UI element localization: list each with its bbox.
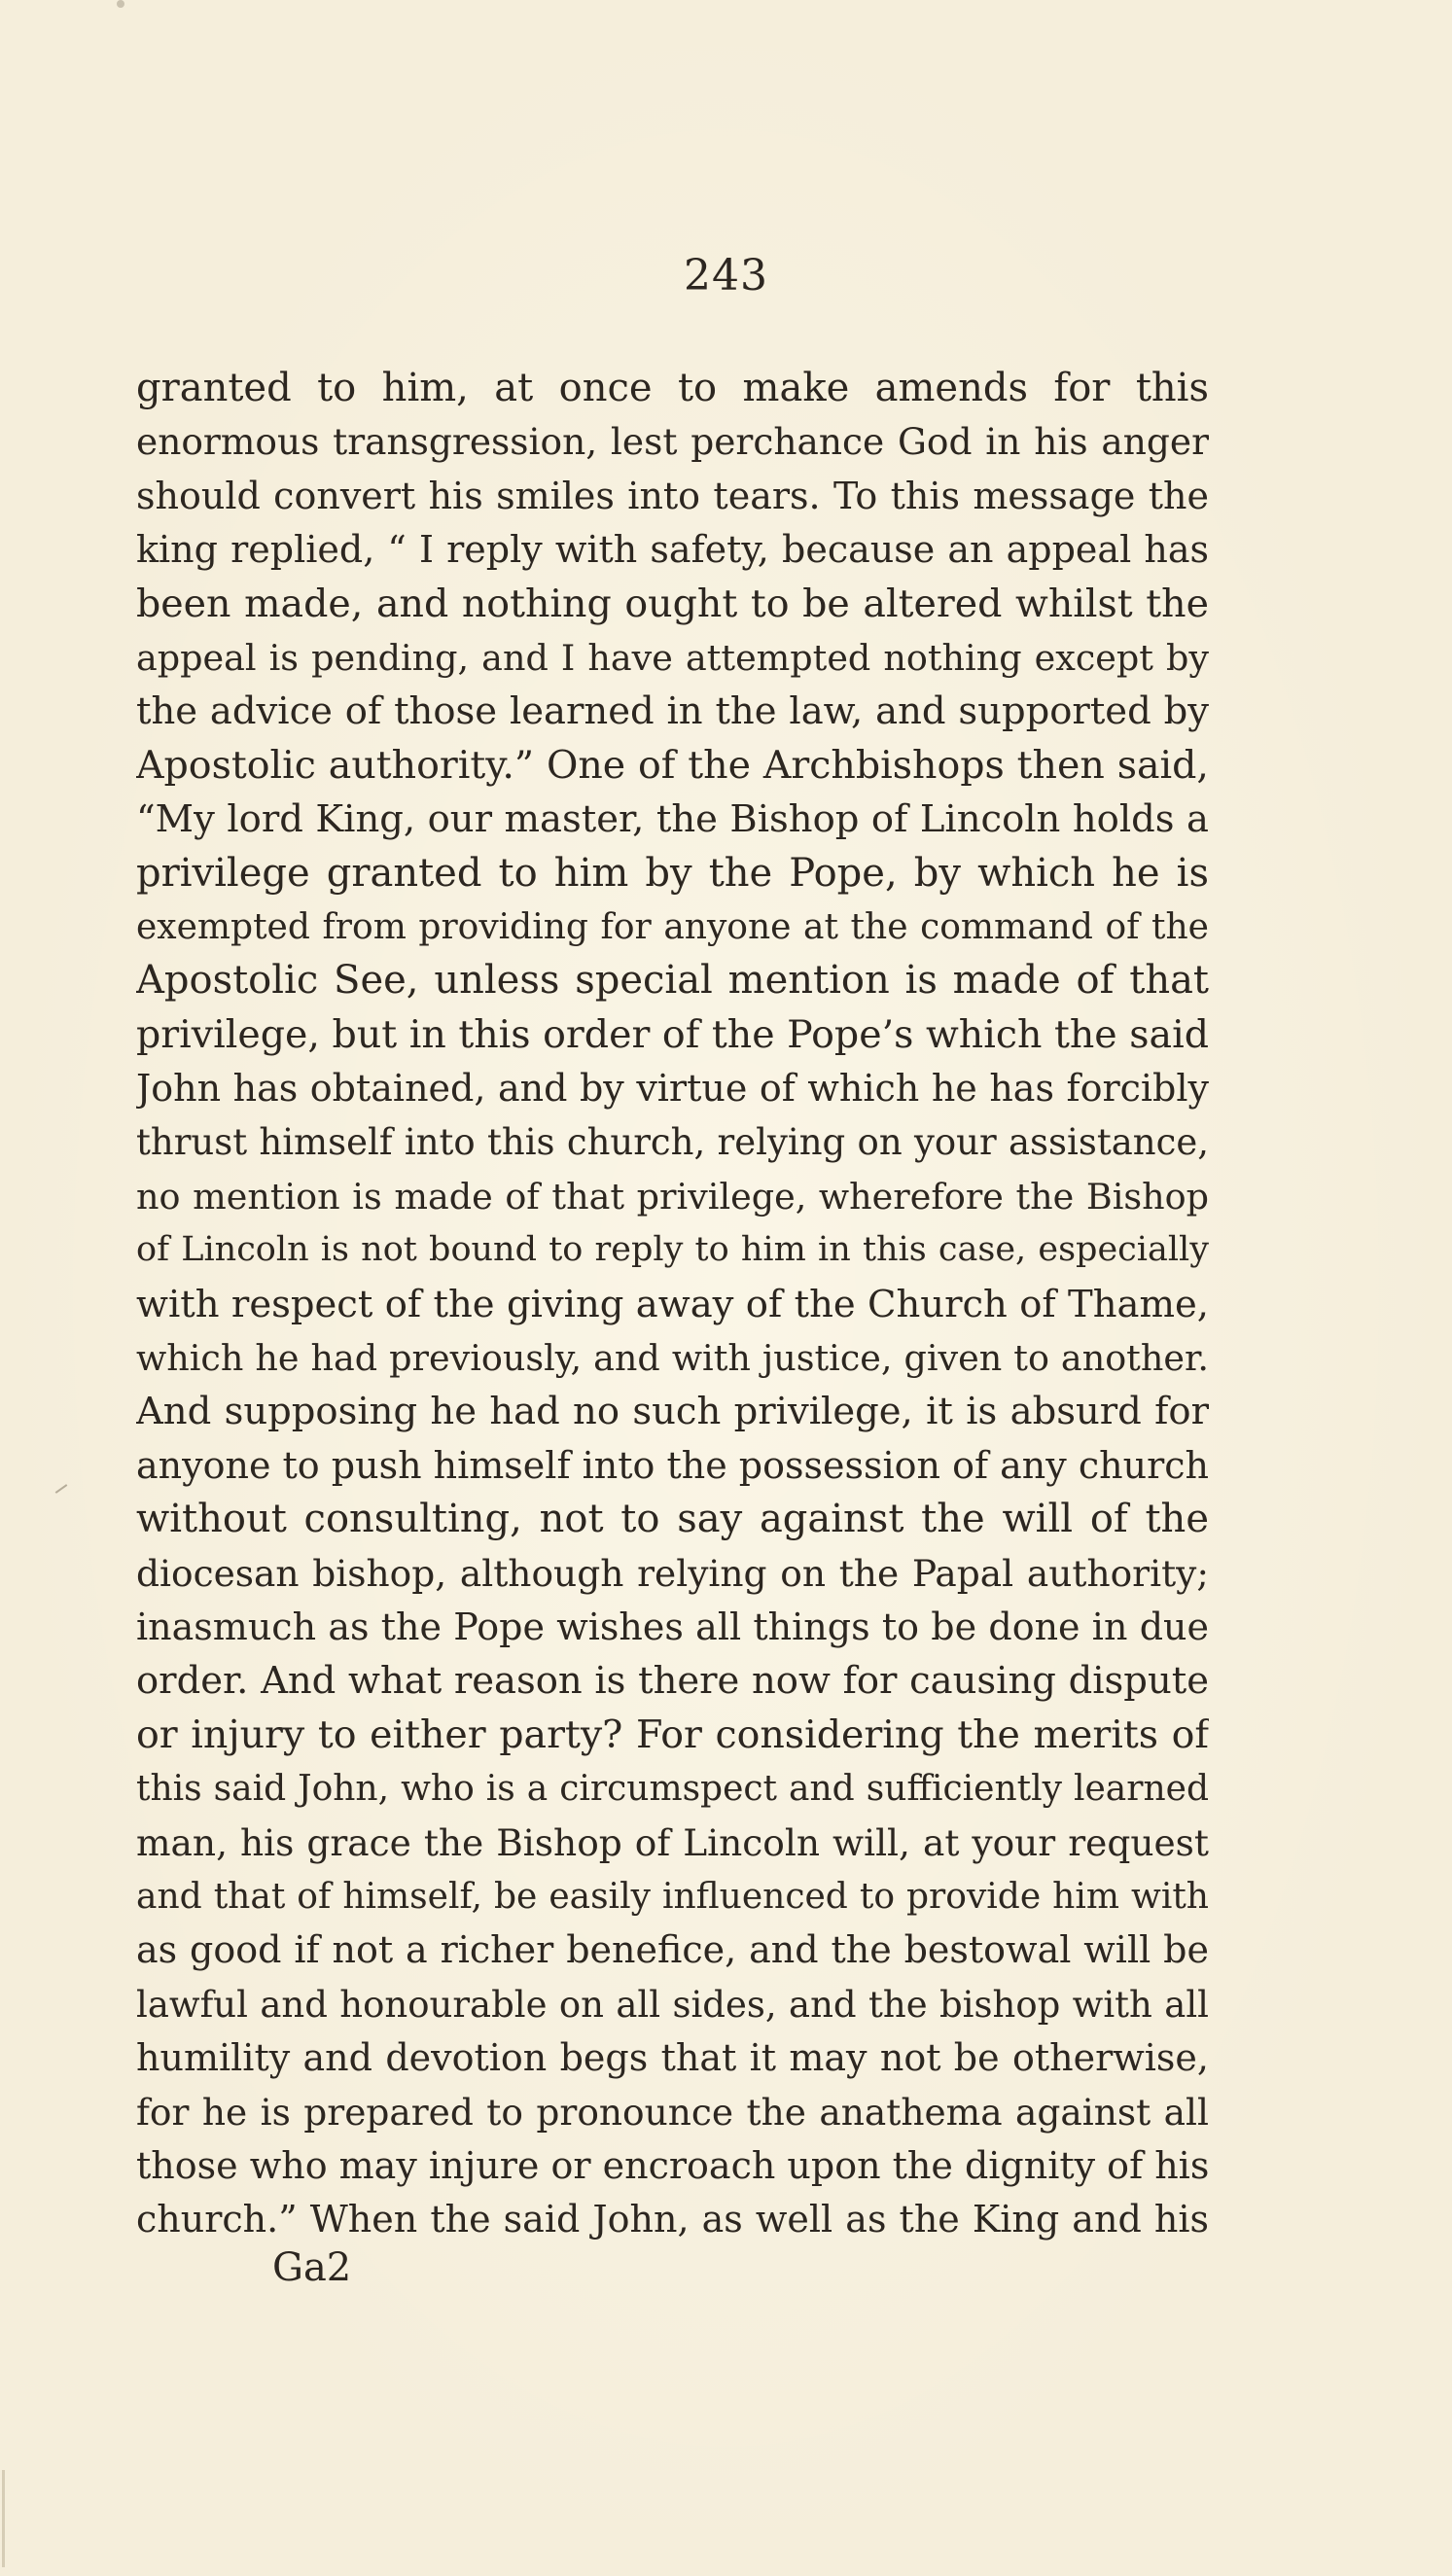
text-line: man, his grace the Bishop of Lincoln will, at your request bbox=[136, 1820, 1209, 1864]
text-line: with respect of the giving away of the Church of Thame, bbox=[136, 1282, 1209, 1326]
paper-speck bbox=[117, 0, 124, 8]
text-line: privilege granted to him by the Pope, by which he is bbox=[136, 850, 1209, 896]
text-line: Apostolic See, unless special mention is made of that bbox=[136, 958, 1209, 1004]
text-line: or injury to either party? For considering the merits of bbox=[136, 1711, 1209, 1757]
text-line: should convert his smiles into tears. To this message the bbox=[136, 474, 1209, 517]
text-line: John has obtained, and by virtue of which he has forcibly bbox=[136, 1067, 1209, 1111]
text-line: of Lincoln is not bound to reply to him in this case, especially bbox=[136, 1230, 1209, 1270]
page-number: 243 bbox=[684, 251, 768, 300]
text-line: thrust himself into this church, relying on your assistance, bbox=[136, 1121, 1209, 1164]
text-line: church.” When the said John, as well as the King and his bbox=[136, 2198, 1209, 2241]
text-line: exempted from providing for anyone at the command of the bbox=[136, 906, 1209, 947]
text-line: And supposing he had no such privilege, it is absurd for bbox=[136, 1390, 1209, 1434]
text-line: been made, and nothing ought to be altered whilst the bbox=[136, 581, 1209, 626]
text-line: those who may injure or encroach upon the dignity of his bbox=[136, 2143, 1209, 2187]
text-line: the advice of those learned in the law, and supported by bbox=[136, 689, 1209, 734]
text-line: granted to him, at once to make amends for this bbox=[136, 366, 1209, 410]
text-line: for he is prepared to pronounce the anathema against all bbox=[136, 2090, 1209, 2134]
text-line: lawful and honourable on all sides, and the bishop with all bbox=[136, 1983, 1209, 2026]
text-line: enormous transgression, lest perchance God in his anger bbox=[136, 420, 1209, 464]
text-line: as good if not a richer benefice, and the bestowal will be bbox=[136, 1928, 1209, 1972]
text-line: and that of himself, be easily influenced to provide him with bbox=[136, 1876, 1209, 1917]
text-line: privilege, but in this order of the Pope’s which the said bbox=[136, 1011, 1209, 1057]
text-line: inasmuch as the Pope wishes all things to be done in due bbox=[136, 1605, 1209, 1648]
text-line: king replied, “ I reply with safety, because an appeal has bbox=[136, 528, 1209, 572]
text-line: diocesan bishop, although relying on the Papal authority; bbox=[136, 1551, 1209, 1595]
text-line: which he had previously, and with justice, given to another. bbox=[136, 1337, 1209, 1380]
text-line: without consulting, not to say against the will of the bbox=[136, 1497, 1209, 1542]
signature-mark: Ga2 bbox=[272, 2245, 352, 2290]
text-line: no mention is made of that privilege, wherefore the Bishop bbox=[136, 1175, 1209, 1217]
binding-edge-mark bbox=[2, 2470, 5, 2567]
text-line: humility and devotion begs that it may not be otherwise, bbox=[136, 2036, 1209, 2080]
text-line: anyone to push himself into the possession of any church bbox=[136, 1443, 1209, 1487]
text-line: appeal is pending, and I have attempted nothing except by bbox=[136, 636, 1209, 679]
body-text bbox=[136, 362, 1209, 2247]
text-line: order. And what reason is there now for causing dispute bbox=[136, 1659, 1209, 1704]
margin-mark bbox=[55, 1484, 68, 1494]
text-line: Apostolic authority.” One of the Archbishops then said, bbox=[136, 742, 1209, 788]
text-line: “My lord King, our master, the Bishop of Lincoln holds a bbox=[136, 797, 1209, 842]
text-line: this said John, who is a circumspect and sufficiently learned bbox=[136, 1769, 1209, 1810]
